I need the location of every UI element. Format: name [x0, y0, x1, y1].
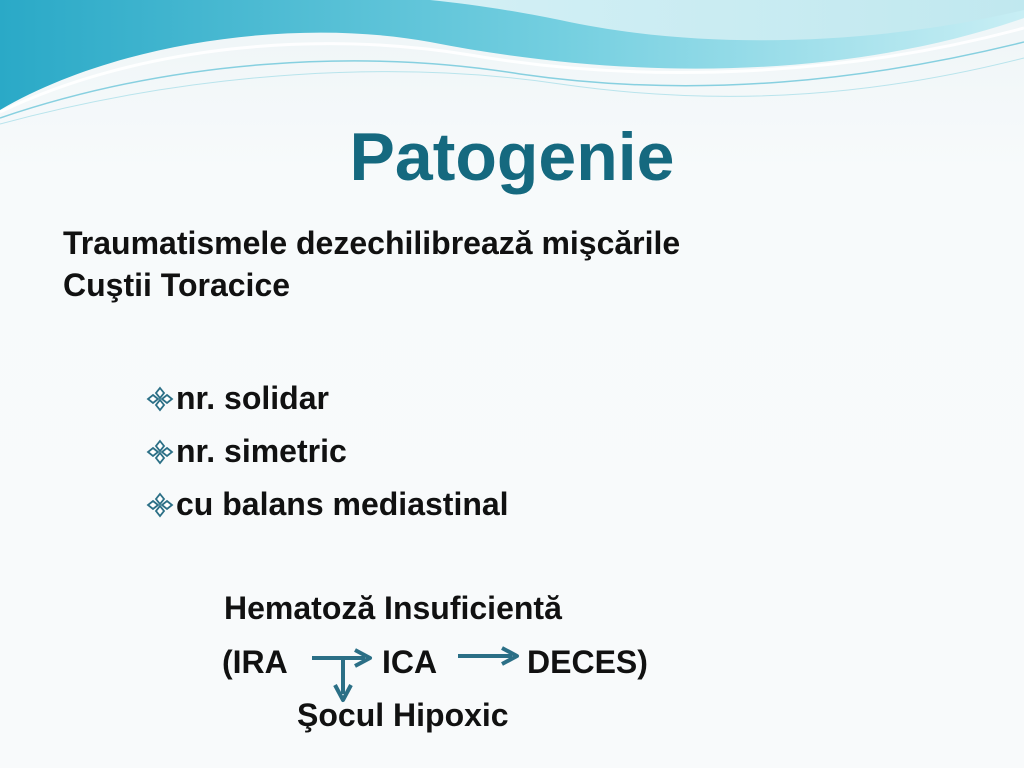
- chain-start: (IRA: [222, 644, 288, 680]
- outcome-text: Şocul Hipoxic: [297, 697, 509, 733]
- intro-line: Traumatismele dezechilibrează mişcările: [63, 225, 681, 261]
- bullet-text: nr. simetric: [176, 433, 347, 469]
- intro-line: Cuştii Toracice: [63, 267, 291, 304]
- chain-middle: ICA: [382, 644, 438, 680]
- consequence-heading: Hematoză Insuficientă: [224, 590, 562, 626]
- chain-end: DECES): [527, 644, 648, 680]
- bullet-text: cu balans mediastinal: [176, 486, 509, 522]
- slide-title: Patogenie: [349, 119, 675, 195]
- bullet-text: nr. solidar: [176, 380, 329, 416]
